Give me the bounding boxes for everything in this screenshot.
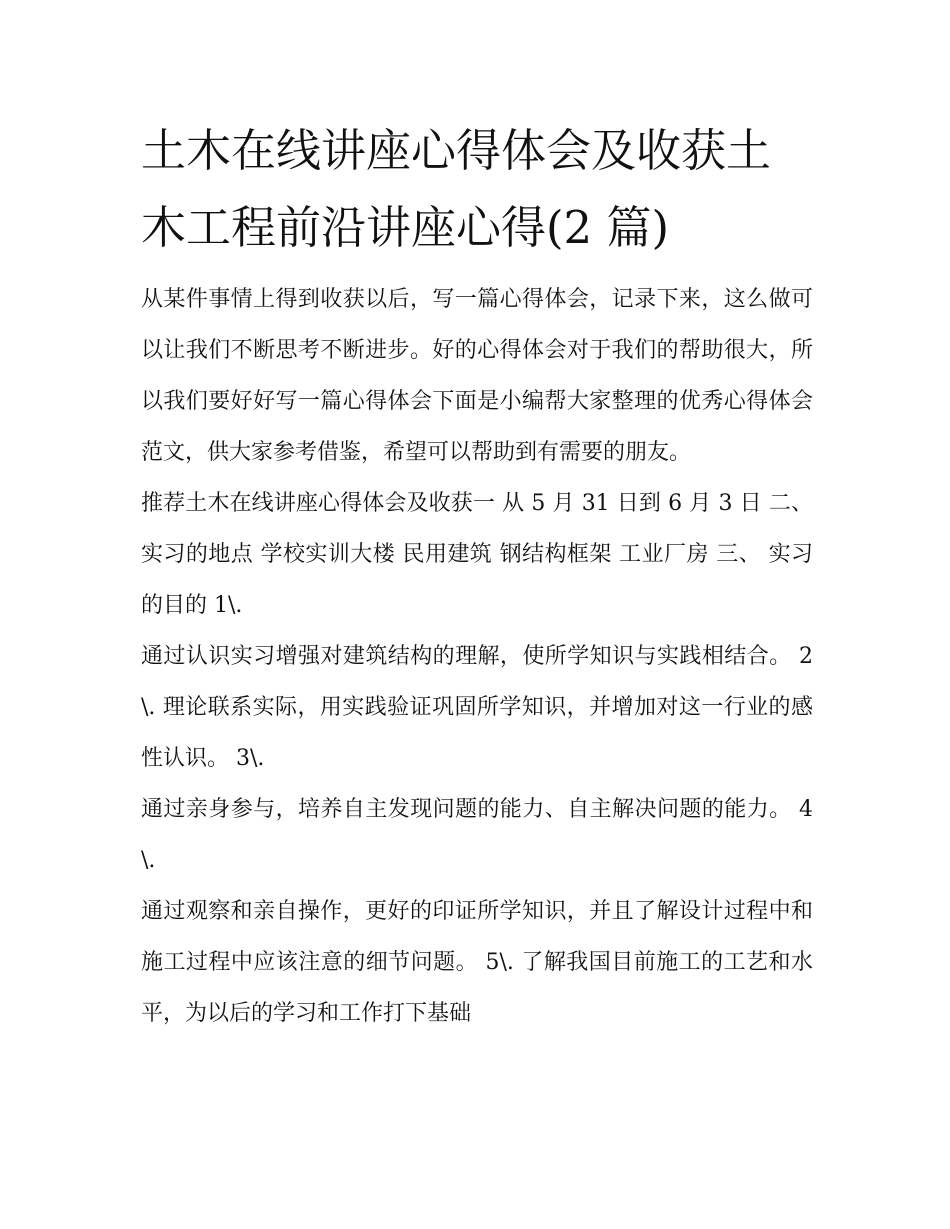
paragraph-intro: 从某件事情上得到收获以后，写一篇心得体会，记录下来，这么做可以让我们不断思考不断进步。好的心得体会对于我们的帮助很大，所以我们要好好写一篇心得体会下面是小编帮大家整理的优秀心得体会范文，供大家参考借鉴，希望可以帮助到有需要的朋友。: [141, 287, 813, 465]
paragraph-internship-info: 推荐土木在线讲座心得体会及收获一 从 5 月 31 日到 6 月 3 日 二、实习的地点 学校实训大楼 民用建筑 钢结构框架 工业厂房 三、 实习的目的 1\.: [141, 491, 813, 618]
paragraph-purpose-4: 通过观察和亲自操作，更好的印证所学知识，并且了解设计过程中和施工过程中应该注意的细节问题。 5\. 了解我国目前施工的工艺和水平，为以后的学习和工作打下基础: [141, 899, 813, 1026]
document-title: 土木在线讲座心得体会及收获土木工程前沿讲座心得(2 篇): [141, 124, 772, 254]
paragraph-purpose-1: 通过认识实习增强对建筑结构的理解，使所学知识与实践相结合。 2\. 理论联系实际，用实践验证巩固所学知识，并增加对这一行业的感性认识。 3\.: [141, 644, 813, 771]
document-page: [141, 112, 813, 1039]
paragraph-purpose-3: 通过亲身参与，培养自主发现问题的能力、自主解决问题的能力。 4\.: [141, 797, 813, 873]
document-body: [141, 274, 813, 1039]
